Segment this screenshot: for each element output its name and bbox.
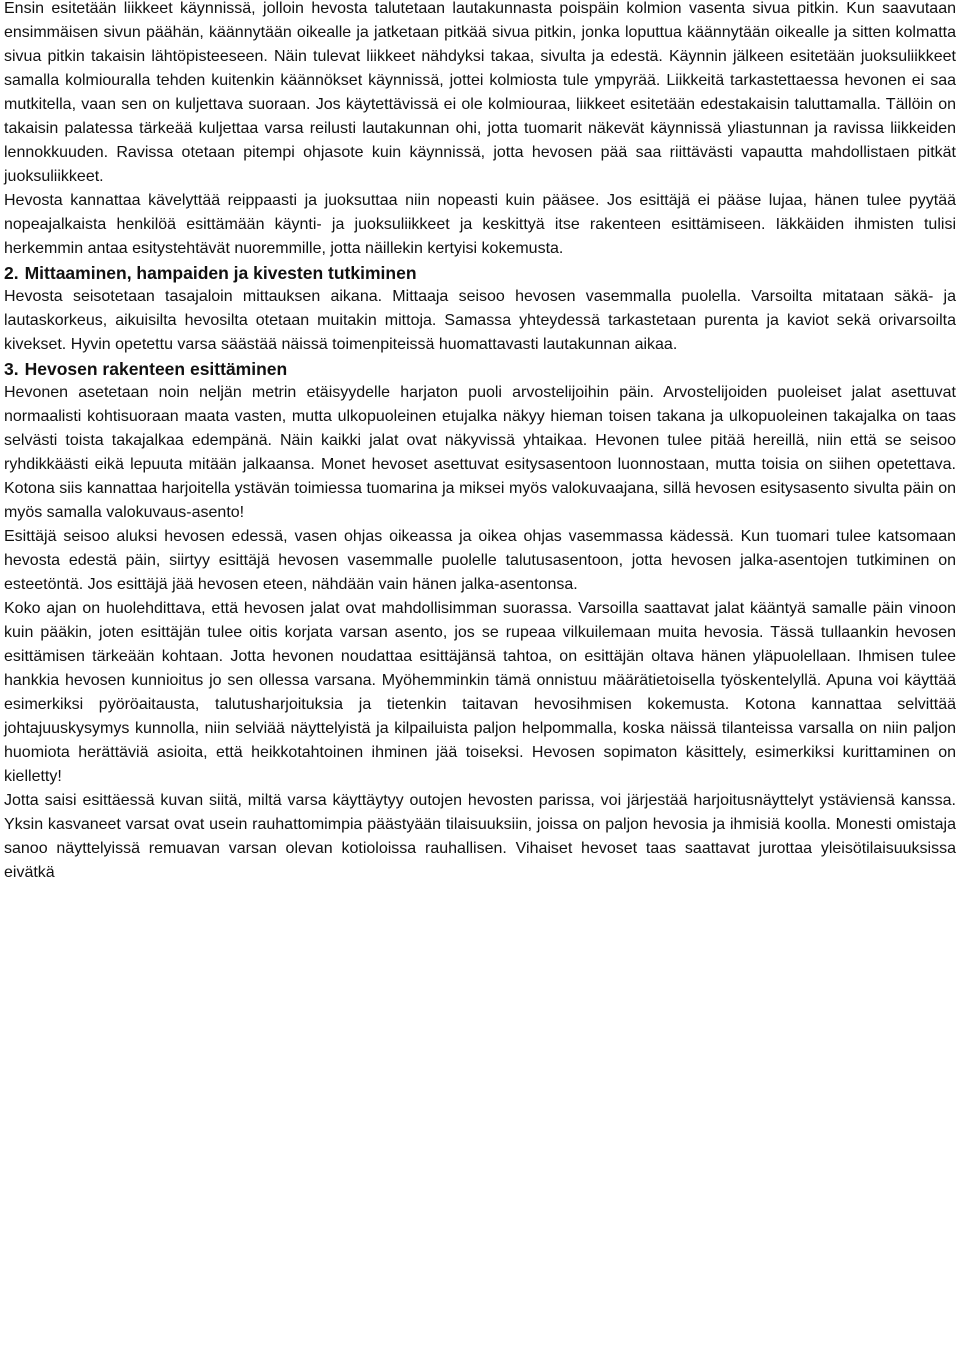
section-heading [4, 357, 956, 381]
body-paragraph: Hevosta seisotetaan tasajaloin mittauksen aikana. Mittaaja seisoo hevosen vasemmalla puolella. Varsoilta mitataan säkä- ja lautaskorkeus, aikuisilta hevosilta otetaan muitakin mittoja. Samassa yhteydessä tarkastetaan purenta ja kaviot sekä orivarsoilta kivekset. Hyvin opetettu varsa säästää näissä toimenpiteissä huomattavasti lautakunnan aikaa. [4, 288, 956, 353]
body-paragraph: Hevonen asetetaan noin neljän metrin etäisyydelle harjaton puoli arvostelijoihin päin. Arvostelijoiden puoleiset jalat asettuvat normaalisti kohtisuoraan maata vasten, mutta ulkopuoleinen etujalka näkyy hieman toisen takana ja ulkopuoleinen takajalka on taas selvästi toista takajalkaa edempänä. Näin kaikki jalat ovat näkyvissä yhtaikaa. Hevonen tulee pitää hereillä, niin että se seisoo ryhdikkäästi eikä lepuuta mitään jalkaansa. Monet hevoset asettuvat esitysasentoon luonnostaan, mutta toisia on siihen opetettava. Kotona siis kannattaa harjoitella ystävän toimiessa tuomarina ja miksei myös valokuvaajana, sillä hevosen esitysasento sivulta päin on myös samalla valokuvaus-asento! [4, 384, 956, 521]
section-number: 3. [4, 359, 19, 379]
body-paragraph: Ensin esitetään liikkeet käynnissä, jolloin hevosta talutetaan lautakunnasta poispäin kolmion vasenta sivua pitkin. Kun saavutaan ensimmäisen sivun päähän, käännytään oikealle ja jatketaan pitkää sivua pitkin, jonka loputtua käännytään oikealle ja sitten kolmatta sivua pitkin takaisin lähtöpisteeseen. Näin tulevat liikkeet nähdyksi takaa, sivulta ja edestä. Käynnin jälkeen esitetään juoksuliikkeet samalla kolmiouralla tehden kuitenkin käännökset käynnissä, jottei kolmiosta tule ympyrää. Liikkeitä tarkastettaessa hevonen ei saa mutkitella, vaan sen on kuljettava suoraan. Jos käytettävissä ei ole kolmiouraa, liikkeet esitetään edestakaisin taluttamalla. Tällöin on takaisin palatessa tärkeää kuljettaa varsa reilusti lautakunnan ohi, jotta tuomarit näkevät käynnissä yliastunnan ja ravissa liikkeiden lennokkuuden. Ravissa otetaan pitempi ohjasote kuin käynnissä, jotta hevosen pää saa riittävästi vapautta mahdollistaen pitkät juoksuliikkeet. [4, 0, 956, 185]
body-paragraph: Jotta saisi esittäessä kuvan siitä, miltä varsa käyttäytyy outojen hevosten parissa, voi järjestää harjoitusnäyttelyt ystäviensä kanssa. Yksin kasvaneet varsat ovat usein rauhattomimpia päästyään tilaisuuksiin, joissa on paljon hevosia ja ihmisiä koolla. Monesti omistaja sanoo näyttelyissä remuavan varsan olevan kotioloissa rauhallisen. Vihaiset hevoset taas saattavat jurottaa yleisötilaisuuksissa eivätkä [4, 792, 956, 881]
section-title: Hevosen rakenteen esittäminen [24, 359, 288, 379]
body-paragraph: Koko ajan on huolehdittava, että hevosen jalat ovat mahdollisimman suorassa. Varsoilla saattavat jalat kääntyä samalle päin vinoon kuin pääkin, joten esittäjän tulee oitis korjata varsan asento, jos se rupeaa vilkuilemaan muita hevosia. Tässä tullaankin hevosen esittämisen tärkeään kohtaan. Jotta hevonen noudattaa esittäjänsä tahtoa, on esittäjän oltava hänen yläpuolellaan. Ihmisen tulee hankkia hevosen kunnioitus jo sen ollessa varsana. Myöhemminkin tämä onnistuu määrätietoisella työskentelyllä. Apuna voi käyttää esimerkiksi pyöröaitausta, talutusharjoituksia ja tietenkin taitavan hevosihmisen kokemusta. Kotona kannattaa selvittää johtajuuskysymys kunnolla, niin selviää näyttelyistä ja kilpailuista paljon helpommalla, koska näissä tilanteissa varsalla on niin paljon huomiota herättäviä asioita, että heikkotahtoinen ihminen jää toiseksi. Hevosen sopimaton käsittely, esimerkiksi kurittaminen on kielletty! [4, 600, 956, 785]
section-heading [4, 261, 956, 285]
body-paragraph: Hevosta kannattaa kävelyttää reippaasti ja juoksuttaa niin nopeasti kuin pääsee. Jos esittäjä ei pääse lujaa, hänen tulee pyytää nopeajalkaista henkilöä esittämään käynti- ja juoksuliikkeet ja keskittyä itse rakenteen esittämiseen. Iäkkäiden ihmisten tulisi herkemmin antaa esitystehtävät nuoremmille, jotta näillekin kertyisi kokemusta. [4, 192, 956, 257]
section-title: Mittaaminen, hampaiden ja kivesten tutkiminen [24, 263, 417, 283]
body-paragraph: Esittäjä seisoo aluksi hevosen edessä, vasen ohjas oikeassa ja oikea ohjas vasemmassa kädessä. Kun tuomari tulee katsomaan hevosta edestä päin, siirtyy esittäjä hevosen vasemmalle puolelle talutusasentoon, jotta hevosen jalka-asentojen tutkiminen on esteetöntä. Jos esittäjä jää hevosen eteen, nähdään vain hänen jalka-asentonsa. [4, 528, 956, 593]
section-number: 2. [4, 263, 19, 283]
